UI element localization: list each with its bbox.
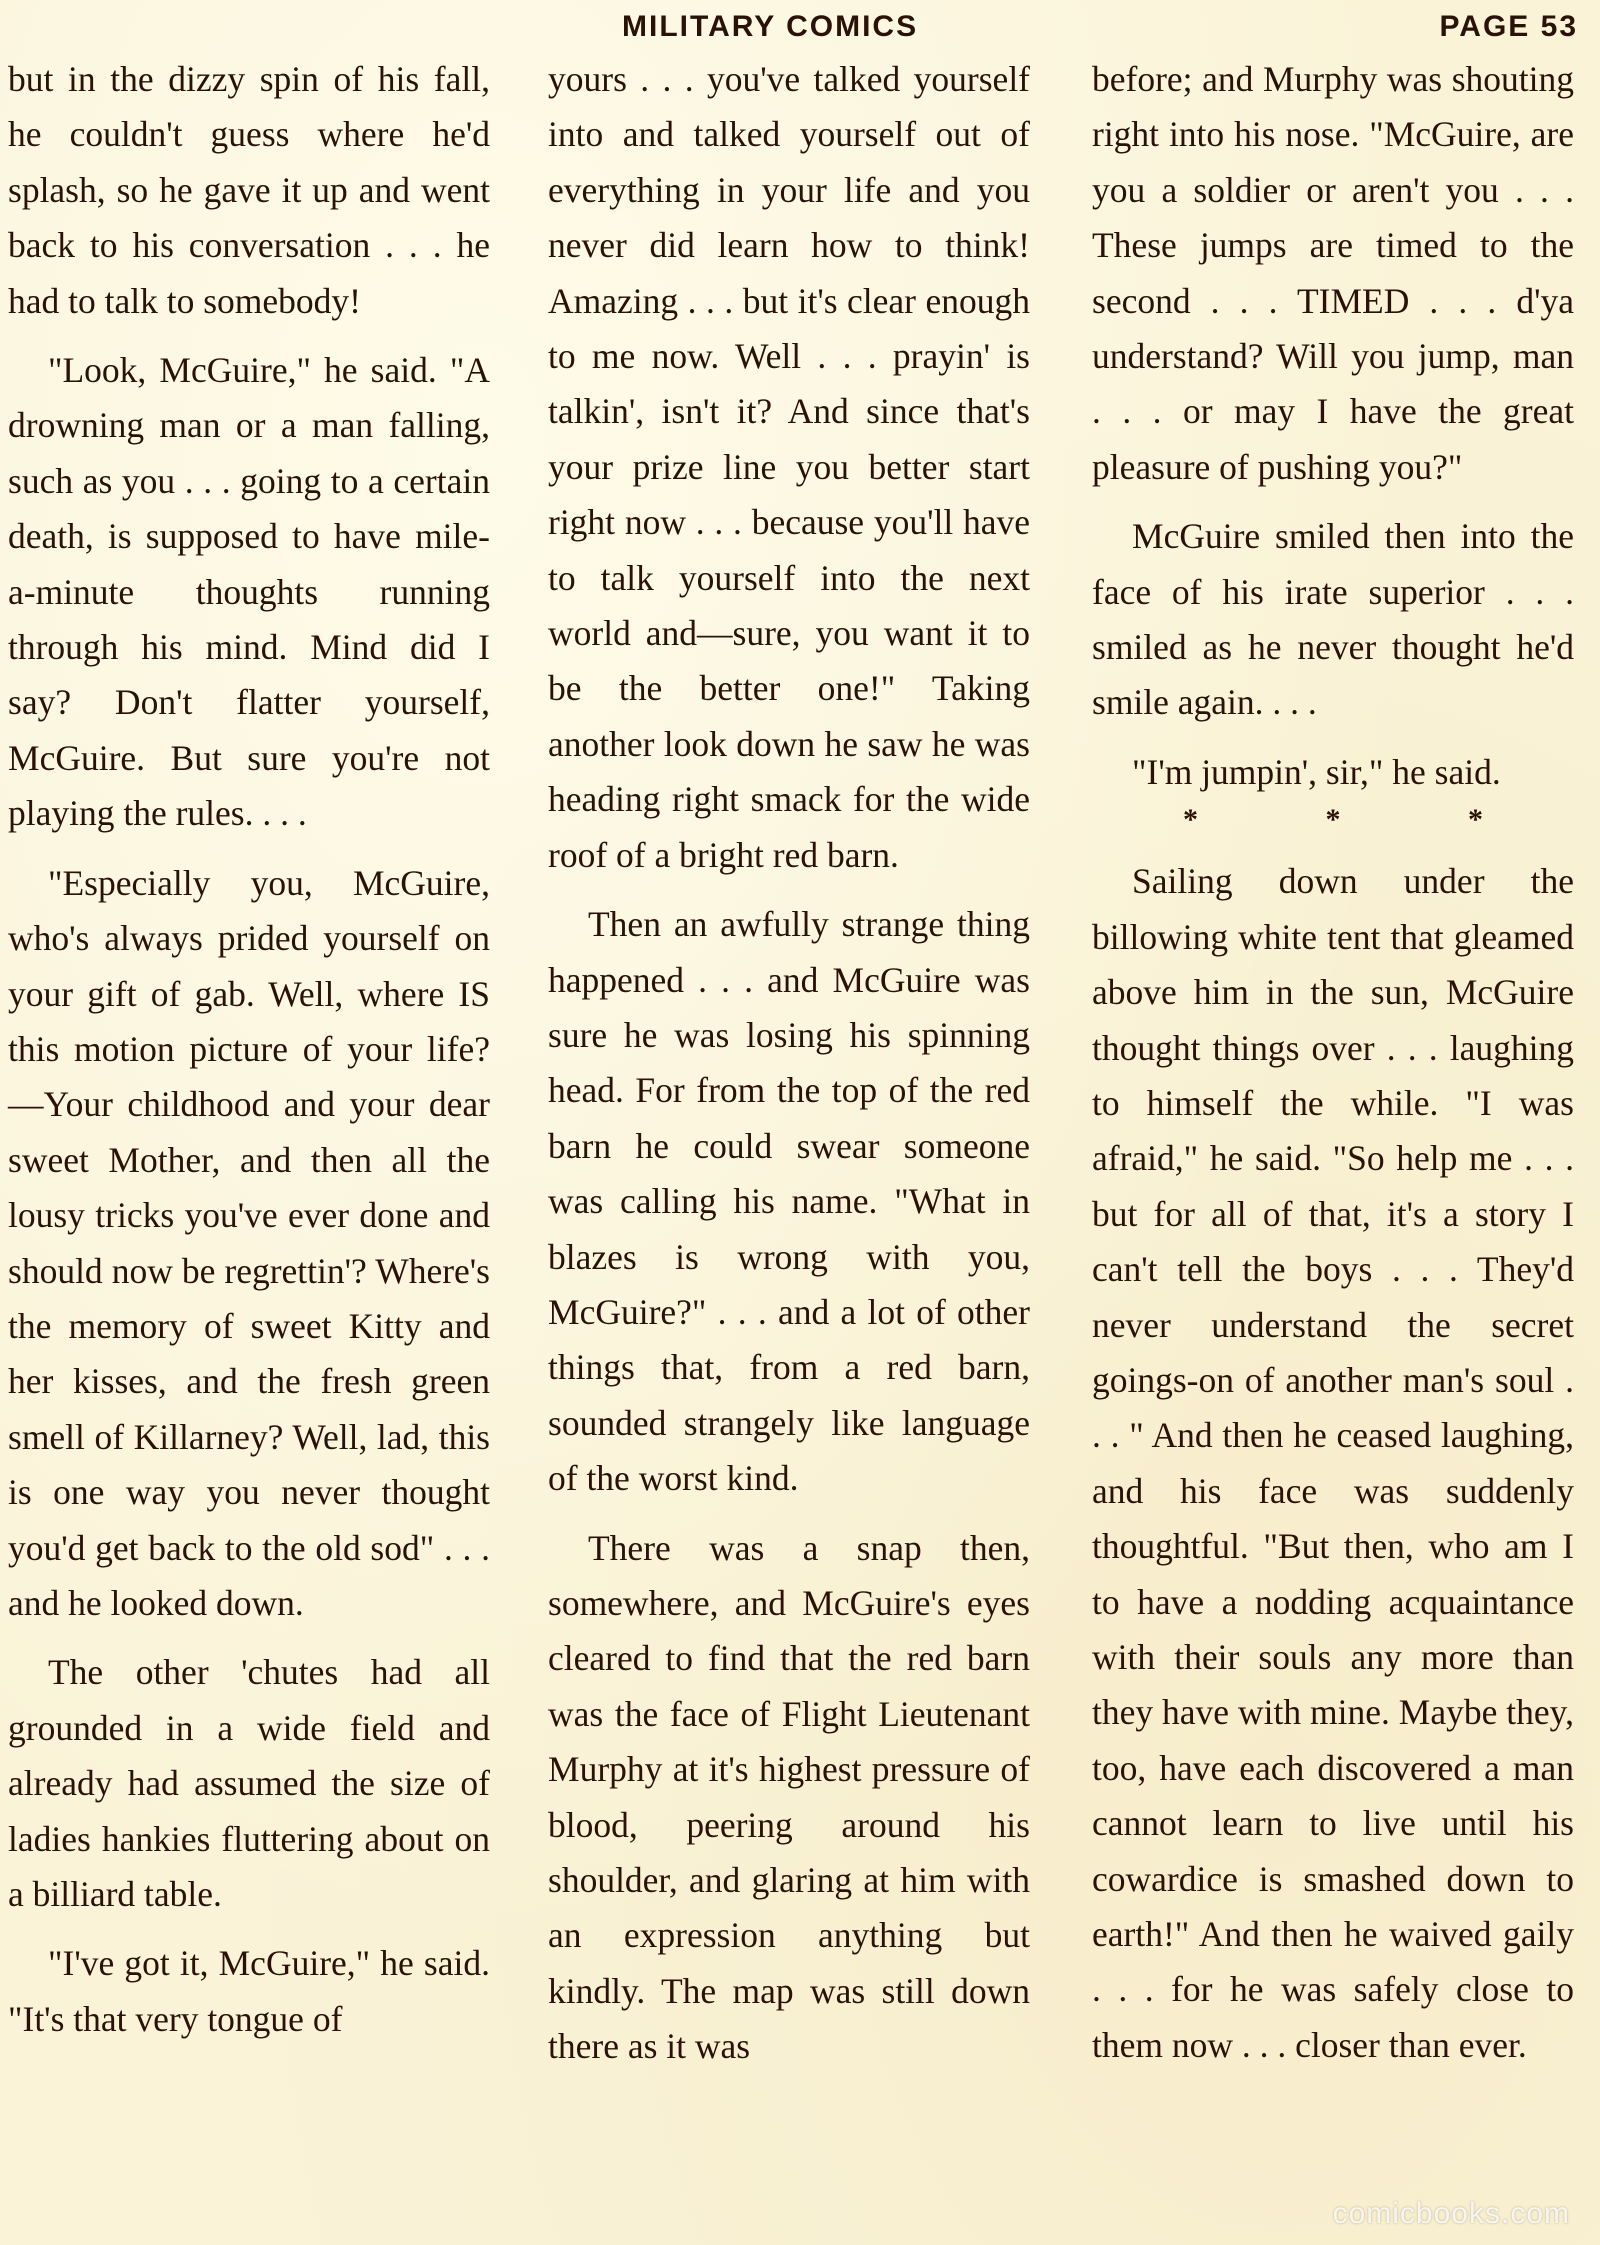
paragraph: There was a snap then, somewhere, and McGuire's eyes cleared to find that the red barn was the face of Flight Lieutenant Murphy at it's highest pressure of blood, peering around his shoulder, and glaring at him with an expression anything but kindly. The map was still down there as it was [548, 1527, 1030, 2067]
paragraph: "I'm jumpin', sir," he said. [1132, 751, 1501, 792]
section-break: * * * [1183, 803, 1543, 837]
magazine-title: MILITARY COMICS [622, 10, 919, 43]
paragraph: Sailing down under the billowing white tent that gleamed above him in the sun, McGuire thought things over . . . laughing to himself the while. "I was afraid," he said. "So help me . . . but for all of that, it's a story I can't tell the boys . . . They'd never understand the secret goings-on of another man's soul . . . " And then he ceased laughing, and his face was suddenly thoughtful. "But then, who am I to have a nodding acquaintance with their souls any more than they have with mine. Maybe they, too, have each discovered a man cannot learn to live until his cowardice is smashed down to earth!" And then he waived gaily . . . for he was safely close to them now . . . closer than ever. [1092, 861, 1574, 2065]
site-watermark: comicbooks.com [1332, 2197, 1570, 2230]
page-number: PAGE 53 [1439, 10, 1578, 43]
text-column-2 [548, 52, 1030, 2075]
paragraph: but in the dizzy spin of his fall, he couldn't guess where he'd splash, so he gave it up and went back to his conversation . . . he had to talk to somebody! [8, 59, 490, 321]
paragraph: "Especially you, McGuire, who's always prided yourself on your gift of gab. Well, where IS this motion picture of your life?—Your childhood and your dear sweet Mother, and then all the lousy tricks you've ever done and should now be regrettin'? Where's the memory of sweet Kitty and her kisses, and the fresh green smell of Killarney? Well, lad, this is one way you never thought you'd get back to the old sod" . . . and he looked down. [8, 862, 490, 1623]
paragraph: Then an awfully strange thing happened . . . and McGuire was sure he was losing his spinning head. For from the top of the red barn he could swear someone was calling his name. "What in blazes is wrong with you, McGuire?" . . . and a lot of other things that, from a red barn, sounded strangely like language of the worst kind. [548, 904, 1030, 1499]
text-column-3 [1092, 52, 1574, 2073]
paragraph: before; and Murphy was shouting right into his nose. "McGuire, are you a soldier or aren't you . . . These jumps are timed to the second . . . TIMED . . . d'ya understand? Will you jump, man . . . or may I have the great pleasure of pushing you?" [1092, 59, 1574, 487]
text-column-1 [8, 52, 490, 2047]
paragraph: "I've got it, McGuire," he said. "It's that very tongue of [8, 1943, 490, 2039]
paragraph: "Look, McGuire," he said. "A drowning man or a man falling, such as you . . . going to a certain death, is supposed to have mile-a-minute thoughts running through his mind. Mind did I say? Don't flatter yourself, McGuire. But sure you're not playing the rules. . . . [8, 350, 490, 834]
paragraph: yours . . . you've talked yourself into and talked yourself out of everything in your life and you never did learn how to think! Amazing . . . but it's clear enough to me now. Well . . . prayin' is talkin', isn't it? And since that's your prize line you better start right now . . . because you'll have to talk yourself into the next world and—sure, you want it to be the better one!" Taking another look down he saw he was heading right smack for the wide roof of a bright red barn. [548, 59, 1030, 875]
paragraph: McGuire smiled then into the face of his irate superior . . . smiled as he never thought he'd smile again. . . . [1092, 516, 1574, 723]
page-header [0, 6, 1600, 50]
paragraph: The other 'chutes had all grounded in a wide field and already had assumed the size of ladies hankies fluttering about on a billiard table. [8, 1652, 490, 1914]
